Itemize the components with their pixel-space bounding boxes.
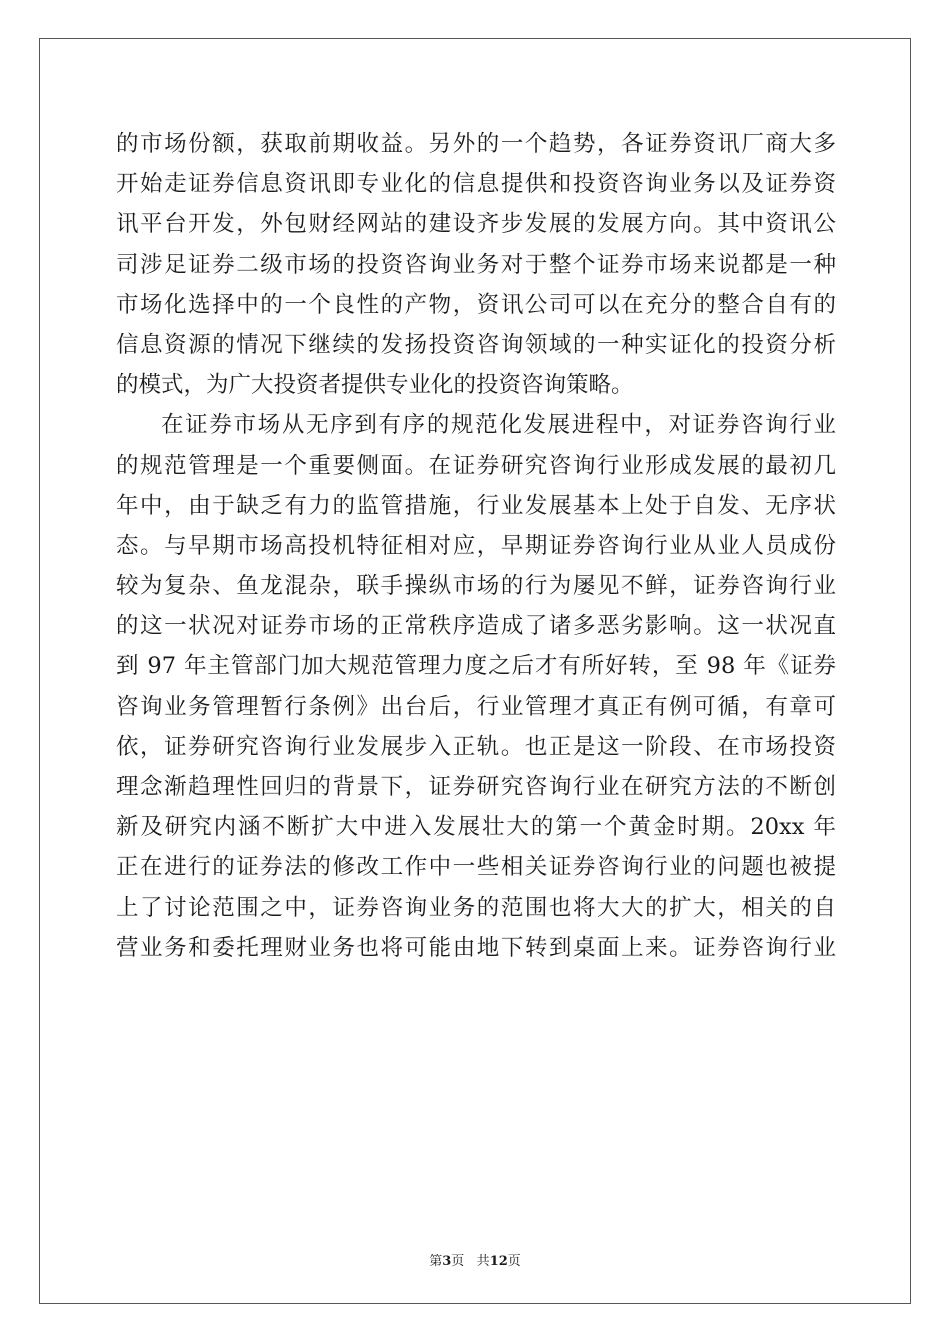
total-suffix: 页 xyxy=(507,1254,521,1269)
text-line: 的模式，为广大投资者提供专业化的投资咨询策略。 xyxy=(116,372,634,399)
text-line: 咨询业务管理暂行条例》出台后，行业管理才真正有例可循，有章可 xyxy=(116,693,836,720)
text-line: 正在进行的证券法的修改工作中一些相关证券咨询行业的问题也被提 xyxy=(116,854,836,881)
text-line: 态。与早期市场高投机特征相对应，早期证券咨询行业从业人员成份 xyxy=(116,532,836,559)
text-line: 司涉足证券二级市场的投资咨询业务对于整个证券市场来说都是一种 xyxy=(116,251,836,278)
text-line: 的这一状况对证券市场的正常秩序造成了诸多恶劣影响。这一状况直 xyxy=(116,613,836,640)
text-line: 依，证券研究咨询行业发展步入正轨。也正是这一阶段、在市场投资 xyxy=(116,733,836,760)
text-line: 讯平台开发，外包财经网站的建设齐步发展的发展方向。其中资讯公 xyxy=(116,211,836,238)
text-line: 的市场份额，获取前期收益。另外的一个趋势，各证券资讯厂商大多 xyxy=(116,131,836,157)
document-body xyxy=(116,124,836,968)
text-line: 信息资源的情况下继续的发扬投资咨询领域的一种实证化的投资分析 xyxy=(116,331,836,358)
text-line: 新及研究内涵不断扩大中进入发展壮大的第一个黄金时期。20xx 年 xyxy=(116,814,836,841)
text-line: 年中，由于缺乏有力的监管措施，行业发展基本上处于自发、无序状 xyxy=(116,492,836,519)
page-number: 3 xyxy=(442,1254,452,1269)
paragraph-first-line: 在证券市场从无序到有序的规范化发展进程中，对证券咨询行业 xyxy=(161,412,836,439)
text-line: 市场化选择中的一个良性的产物，资讯公司可以在充分的整合自有的 xyxy=(116,291,836,318)
text-line: 上了讨论范围之中，证券咨询业务的范围也将大大的扩大，相关的自 xyxy=(116,894,836,921)
text-line: 较为复杂、鱼龙混杂，联手操纵市场的行为屡见不鲜，证券咨询行业 xyxy=(116,573,836,600)
total-pages: 12 xyxy=(489,1254,508,1269)
page-footer xyxy=(0,1250,950,1269)
page-prefix: 第 xyxy=(429,1254,443,1269)
page-suffix: 页 xyxy=(451,1254,465,1269)
text-line: 的规范管理是一个重要侧面。在证券研究咨询行业形成发展的最初几 xyxy=(116,452,836,479)
text-line: 营业务和委托理财业务也将可能由地下转到桌面上来。证券咨询行业 xyxy=(116,934,836,961)
text-line: 开始走证券信息资讯即专业化的信息提供和投资咨询业务以及证券资 xyxy=(116,171,836,198)
total-prefix: 共 xyxy=(476,1254,490,1269)
text-line: 到 97 年主管部门加大规范管理力度之后才有所好转，至 98 年《证券 xyxy=(116,653,836,680)
text-line: 理念渐趋理性回归的背景下，证券研究咨询行业在研究方法的不断创 xyxy=(116,774,836,800)
